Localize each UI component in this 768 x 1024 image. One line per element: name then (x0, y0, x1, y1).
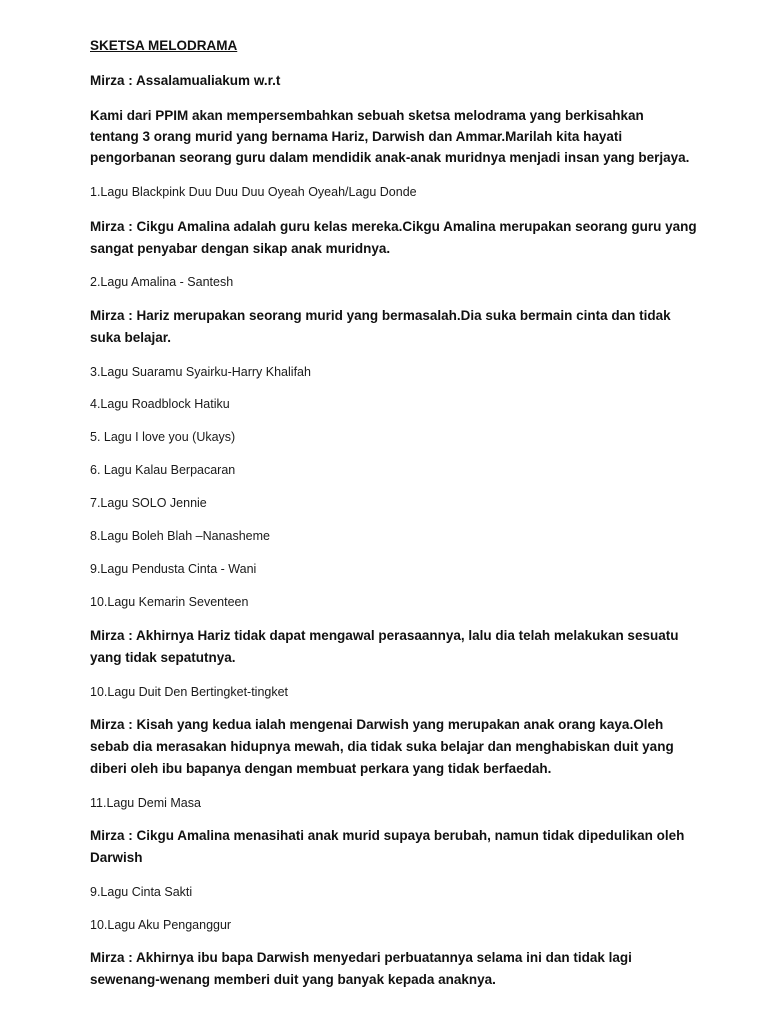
song-item: 4.Lagu Roadblock Hatiku (90, 397, 230, 411)
song-item: 5. Lagu I love you (Ukays) (90, 430, 236, 444)
document-title: SKETSA MELODRAMA (90, 38, 238, 53)
narration-line: Mirza : Assalamualiakum w.r.t (90, 73, 281, 88)
narration-line: Mirza : Akhirnya ibu bapa Darwish menyedari perbuatannya selama ini dan tidak lagi (90, 950, 632, 965)
song-item: 9.Lagu Cinta Sakti (90, 885, 193, 899)
song-item: 10.Lagu Aku Penganggur (90, 918, 232, 932)
narration-line: yang tidak sepatutnya. (90, 650, 236, 665)
song-item: 8.Lagu Boleh Blah –Nanasheme (90, 529, 270, 543)
narration-line: Darwish (90, 850, 143, 865)
narration-line: Mirza : Cikgu Amalina menasihati anak murid supaya berubah, namun tidak dipedulikan oleh (90, 828, 685, 843)
song-item: 10.Lagu Kemarin Seventeen (90, 595, 249, 609)
song-item: 11.Lagu Demi Masa (90, 796, 201, 810)
narration-line: Kami dari PPIM akan mempersembahkan sebuah sketsa melodrama yang berkisahkan (90, 108, 644, 123)
song-item: 3.Lagu Suaramu Syairku-Harry Khalifah (90, 365, 311, 379)
narration-line: Mirza : Hariz merupakan seorang murid yang bermasalah.Dia suka bermain cinta dan tidak (90, 308, 671, 323)
narration-line: suka belajar. (90, 330, 172, 345)
narration-line: sangat penyabar dengan sikap anak muridnya. (90, 241, 391, 256)
narration-line: tentang 3 orang murid yang bernama Hariz, Darwish dan Ammar.Marilah kita hayati (90, 129, 623, 144)
narration-line: diberi oleh ibu bapanya dengan membuat perkara yang tidak berfaedah. (90, 761, 552, 776)
song-item: 2.Lagu Amalina - Santesh (90, 275, 234, 289)
narration-line: Mirza : Kisah yang kedua ialah mengenai Darwish yang merupakan anak orang kaya.Oleh (90, 717, 664, 732)
song-item: 7.Lagu SOLO Jennie (90, 496, 207, 510)
song-item: 10.Lagu Duit Den Bertingket-tingket (90, 685, 289, 699)
narration-line: Mirza : Cikgu Amalina adalah guru kelas mereka.Cikgu Amalina merupakan seorang guru yang (90, 219, 697, 234)
song-item: 6. Lagu Kalau Berpacaran (90, 463, 236, 477)
narration-line: pengorbanan seorang guru dalam mendidik anak-anak muridnya menjadi insan yang berjaya. (90, 150, 690, 165)
narration-line: Mirza : Akhirnya Hariz tidak dapat mengawal perasaannya, lalu dia telah melakukan sesuatu (90, 628, 679, 643)
narration-line: sewenang-wenang memberi duit yang banyak kepada anaknya. (90, 972, 496, 987)
narration-line: sebab dia merasakan hidupnya mewah, dia tidak suka belajar dan menghabiskan duit yang (90, 739, 674, 754)
song-item: 9.Lagu Pendusta Cinta - Wani (90, 562, 257, 576)
song-item: 1.Lagu Blackpink Duu Duu Duu Oyeah Oyeah/Lagu Donde (90, 185, 417, 199)
